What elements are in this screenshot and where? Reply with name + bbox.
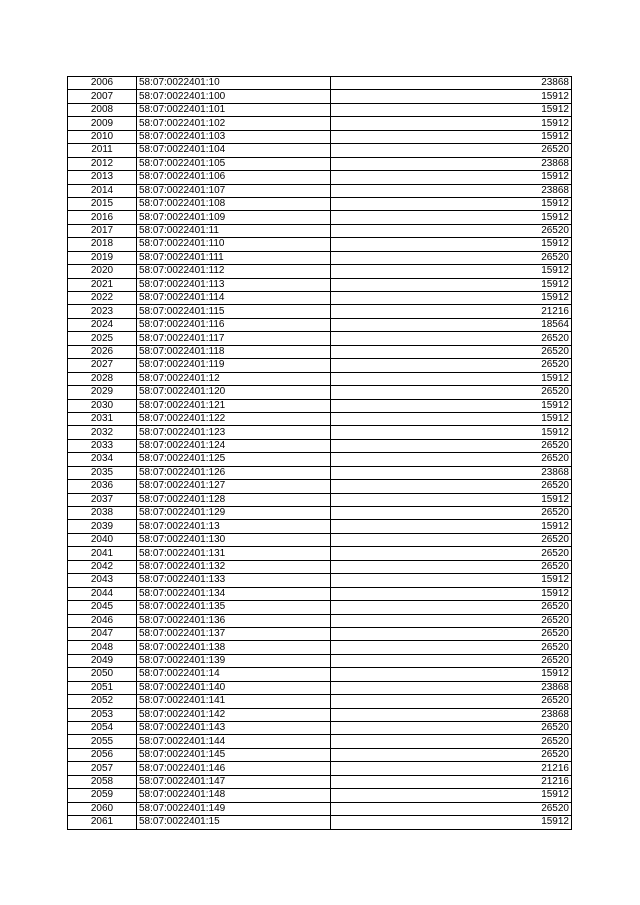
table-row — [68, 722, 572, 735]
value-cell: 26520 — [331, 560, 572, 573]
value-cell: 23868 — [331, 466, 572, 479]
table-row — [68, 157, 572, 170]
table-row — [68, 439, 572, 452]
value-cell: 26520 — [331, 144, 572, 157]
row-number-cell: 2015 — [68, 197, 137, 210]
row-number-cell: 2037 — [68, 493, 137, 506]
table-row — [68, 345, 572, 358]
value-cell: 23868 — [331, 708, 572, 721]
cadastral-number-cell: 58:07:0022401:114 — [137, 292, 331, 305]
cadastral-number-cell: 58:07:0022401:126 — [137, 466, 331, 479]
table-row — [68, 775, 572, 788]
table-row — [68, 130, 572, 143]
cadastral-number-cell: 58:07:0022401:100 — [137, 90, 331, 103]
cadastral-number-cell: 58:07:0022401:136 — [137, 614, 331, 627]
row-number-cell: 2034 — [68, 453, 137, 466]
cadastral-number-cell: 58:07:0022401:147 — [137, 775, 331, 788]
cadastral-number-cell: 58:07:0022401:120 — [137, 386, 331, 399]
table-row — [68, 802, 572, 815]
table-row — [68, 453, 572, 466]
cadastral-number-cell: 58:07:0022401:15 — [137, 816, 331, 829]
row-number-cell: 2051 — [68, 681, 137, 694]
row-number-cell: 2043 — [68, 574, 137, 587]
row-number-cell: 2022 — [68, 292, 137, 305]
row-number-cell: 2024 — [68, 318, 137, 331]
table-row — [68, 735, 572, 748]
cadastral-number-cell: 58:07:0022401:116 — [137, 318, 331, 331]
row-number-cell: 2044 — [68, 587, 137, 600]
value-cell: 26520 — [331, 722, 572, 735]
value-cell: 26520 — [331, 345, 572, 358]
row-number-cell: 2052 — [68, 695, 137, 708]
table-row — [68, 614, 572, 627]
table-row — [68, 762, 572, 775]
row-number-cell: 2031 — [68, 412, 137, 425]
row-number-cell: 2021 — [68, 278, 137, 291]
value-cell: 15912 — [331, 278, 572, 291]
row-number-cell: 2006 — [68, 77, 137, 90]
cadastral-number-cell: 58:07:0022401:122 — [137, 412, 331, 425]
value-cell: 23868 — [331, 77, 572, 90]
cadastral-number-cell: 58:07:0022401:105 — [137, 157, 331, 170]
value-cell: 26520 — [331, 453, 572, 466]
cadastral-number-cell: 58:07:0022401:115 — [137, 305, 331, 318]
table-row — [68, 238, 572, 251]
table-row — [68, 184, 572, 197]
table-row — [68, 426, 572, 439]
value-cell: 15912 — [331, 211, 572, 224]
row-number-cell: 2059 — [68, 789, 137, 802]
value-cell: 15912 — [331, 412, 572, 425]
value-cell: 15912 — [331, 426, 572, 439]
row-number-cell: 2010 — [68, 130, 137, 143]
cadastral-number-cell: 58:07:0022401:134 — [137, 587, 331, 600]
table-row — [68, 305, 572, 318]
cadastral-number-cell: 58:07:0022401:128 — [137, 493, 331, 506]
value-cell: 26520 — [331, 251, 572, 264]
row-number-cell: 2018 — [68, 238, 137, 251]
cadastral-number-cell: 58:07:0022401:119 — [137, 359, 331, 372]
table-row — [68, 708, 572, 721]
value-cell: 26520 — [331, 359, 572, 372]
cadastral-number-cell: 58:07:0022401:127 — [137, 480, 331, 493]
table-row — [68, 816, 572, 829]
cadastral-number-cell: 58:07:0022401:109 — [137, 211, 331, 224]
cadastral-number-cell: 58:07:0022401:142 — [137, 708, 331, 721]
value-cell: 21216 — [331, 305, 572, 318]
value-cell: 15912 — [331, 399, 572, 412]
cadastral-number-cell: 58:07:0022401:110 — [137, 238, 331, 251]
row-number-cell: 2035 — [68, 466, 137, 479]
table-row — [68, 668, 572, 681]
cadastral-number-cell: 58:07:0022401:13 — [137, 520, 331, 533]
row-number-cell: 2007 — [68, 90, 137, 103]
value-cell: 26520 — [331, 748, 572, 761]
table-row — [68, 90, 572, 103]
cadastral-number-cell: 58:07:0022401:121 — [137, 399, 331, 412]
value-cell: 26520 — [331, 627, 572, 640]
row-number-cell: 2041 — [68, 547, 137, 560]
cadastral-number-cell: 58:07:0022401:11 — [137, 224, 331, 237]
row-number-cell: 2040 — [68, 533, 137, 546]
value-cell: 26520 — [331, 695, 572, 708]
value-cell: 15912 — [331, 238, 572, 251]
row-number-cell: 2045 — [68, 601, 137, 614]
row-number-cell: 2023 — [68, 305, 137, 318]
row-number-cell: 2013 — [68, 171, 137, 184]
row-number-cell: 2012 — [68, 157, 137, 170]
cadastral-number-cell: 58:07:0022401:117 — [137, 332, 331, 345]
row-number-cell: 2032 — [68, 426, 137, 439]
table-row — [68, 520, 572, 533]
table-row — [68, 211, 572, 224]
value-cell: 15912 — [331, 574, 572, 587]
row-number-cell: 2008 — [68, 103, 137, 116]
row-number-cell: 2009 — [68, 117, 137, 130]
row-number-cell: 2054 — [68, 722, 137, 735]
table-row — [68, 480, 572, 493]
value-cell: 15912 — [331, 668, 572, 681]
value-cell: 15912 — [331, 130, 572, 143]
row-number-cell: 2027 — [68, 359, 137, 372]
cadastral-number-cell: 58:07:0022401:14 — [137, 668, 331, 681]
value-cell: 26520 — [331, 224, 572, 237]
row-number-cell: 2061 — [68, 816, 137, 829]
table-row — [68, 412, 572, 425]
cadastral-number-cell: 58:07:0022401:118 — [137, 345, 331, 358]
table-row — [68, 547, 572, 560]
cadastral-number-cell: 58:07:0022401:10 — [137, 77, 331, 90]
table-row — [68, 695, 572, 708]
value-cell: 18564 — [331, 318, 572, 331]
value-cell: 23868 — [331, 157, 572, 170]
row-number-cell: 2019 — [68, 251, 137, 264]
value-cell: 15912 — [331, 587, 572, 600]
row-number-cell: 2058 — [68, 775, 137, 788]
value-cell: 15912 — [331, 493, 572, 506]
row-number-cell: 2047 — [68, 627, 137, 640]
cadastral-number-cell: 58:07:0022401:137 — [137, 627, 331, 640]
row-number-cell: 2011 — [68, 144, 137, 157]
cadastral-number-cell: 58:07:0022401:140 — [137, 681, 331, 694]
value-cell: 26520 — [331, 641, 572, 654]
value-cell: 23868 — [331, 681, 572, 694]
value-cell: 15912 — [331, 90, 572, 103]
cadastral-number-cell: 58:07:0022401:107 — [137, 184, 331, 197]
row-number-cell: 2017 — [68, 224, 137, 237]
cadastral-number-cell: 58:07:0022401:111 — [137, 251, 331, 264]
row-number-cell: 2042 — [68, 560, 137, 573]
cadastral-number-cell: 58:07:0022401:131 — [137, 547, 331, 560]
table-row — [68, 507, 572, 520]
table-row — [68, 332, 572, 345]
value-cell: 15912 — [331, 372, 572, 385]
table-row — [68, 641, 572, 654]
cadastral-number-cell: 58:07:0022401:139 — [137, 654, 331, 667]
cadastral-number-cell: 58:07:0022401:148 — [137, 789, 331, 802]
table-row — [68, 399, 572, 412]
table-row — [68, 560, 572, 573]
row-number-cell: 2025 — [68, 332, 137, 345]
value-cell: 15912 — [331, 816, 572, 829]
value-cell: 26520 — [331, 439, 572, 452]
cadastral-number-cell: 58:07:0022401:112 — [137, 265, 331, 278]
table-row — [68, 117, 572, 130]
row-number-cell: 2014 — [68, 184, 137, 197]
cadastral-number-cell: 58:07:0022401:146 — [137, 762, 331, 775]
row-number-cell: 2026 — [68, 345, 137, 358]
table-row — [68, 386, 572, 399]
cadastral-number-cell: 58:07:0022401:135 — [137, 601, 331, 614]
table-row — [68, 748, 572, 761]
row-number-cell: 2033 — [68, 439, 137, 452]
value-cell: 26520 — [331, 507, 572, 520]
cadastral-number-cell: 58:07:0022401:145 — [137, 748, 331, 761]
table-row — [68, 224, 572, 237]
cadastral-number-cell: 58:07:0022401:125 — [137, 453, 331, 466]
value-cell: 21216 — [331, 775, 572, 788]
row-number-cell: 2020 — [68, 265, 137, 278]
table-row — [68, 278, 572, 291]
table-row — [68, 574, 572, 587]
cadastral-value-table — [67, 76, 572, 830]
cadastral-number-cell: 58:07:0022401:149 — [137, 802, 331, 815]
row-number-cell: 2055 — [68, 735, 137, 748]
value-cell: 15912 — [331, 265, 572, 278]
cadastral-number-cell: 58:07:0022401:108 — [137, 197, 331, 210]
table-body — [68, 77, 572, 830]
value-cell: 15912 — [331, 292, 572, 305]
table-row — [68, 359, 572, 372]
cadastral-number-cell: 58:07:0022401:103 — [137, 130, 331, 143]
cadastral-number-cell: 58:07:0022401:141 — [137, 695, 331, 708]
cadastral-number-cell: 58:07:0022401:144 — [137, 735, 331, 748]
value-cell: 15912 — [331, 171, 572, 184]
table-row — [68, 533, 572, 546]
value-cell: 26520 — [331, 735, 572, 748]
row-number-cell: 2060 — [68, 802, 137, 815]
cadastral-number-cell: 58:07:0022401:12 — [137, 372, 331, 385]
table-row — [68, 654, 572, 667]
table-row — [68, 493, 572, 506]
table-row — [68, 466, 572, 479]
row-number-cell: 2038 — [68, 507, 137, 520]
value-cell: 26520 — [331, 533, 572, 546]
row-number-cell: 2056 — [68, 748, 137, 761]
value-cell: 26520 — [331, 614, 572, 627]
cadastral-number-cell: 58:07:0022401:129 — [137, 507, 331, 520]
row-number-cell: 2030 — [68, 399, 137, 412]
table-row — [68, 789, 572, 802]
table-row — [68, 197, 572, 210]
value-cell: 23868 — [331, 184, 572, 197]
value-cell: 26520 — [331, 386, 572, 399]
value-cell: 26520 — [331, 802, 572, 815]
value-cell: 15912 — [331, 197, 572, 210]
cadastral-number-cell: 58:07:0022401:124 — [137, 439, 331, 452]
row-number-cell: 2049 — [68, 654, 137, 667]
row-number-cell: 2028 — [68, 372, 137, 385]
cadastral-number-cell: 58:07:0022401:130 — [137, 533, 331, 546]
row-number-cell: 2029 — [68, 386, 137, 399]
cadastral-number-cell: 58:07:0022401:102 — [137, 117, 331, 130]
table-row — [68, 627, 572, 640]
table-row — [68, 372, 572, 385]
table-row — [68, 103, 572, 116]
value-cell: 21216 — [331, 762, 572, 775]
row-number-cell: 2036 — [68, 480, 137, 493]
table-row — [68, 318, 572, 331]
table-row — [68, 292, 572, 305]
value-cell: 15912 — [331, 103, 572, 116]
cadastral-number-cell: 58:07:0022401:123 — [137, 426, 331, 439]
table-row — [68, 681, 572, 694]
cadastral-number-cell: 58:07:0022401:133 — [137, 574, 331, 587]
value-cell: 15912 — [331, 520, 572, 533]
table-row — [68, 77, 572, 90]
cadastral-number-cell: 58:07:0022401:132 — [137, 560, 331, 573]
table-row — [68, 265, 572, 278]
cadastral-number-cell: 58:07:0022401:101 — [137, 103, 331, 116]
row-number-cell: 2046 — [68, 614, 137, 627]
value-cell: 26520 — [331, 547, 572, 560]
value-cell: 15912 — [331, 789, 572, 802]
value-cell: 15912 — [331, 117, 572, 130]
value-cell: 26520 — [331, 654, 572, 667]
row-number-cell: 2053 — [68, 708, 137, 721]
row-number-cell: 2057 — [68, 762, 137, 775]
value-cell: 26520 — [331, 480, 572, 493]
row-number-cell: 2039 — [68, 520, 137, 533]
row-number-cell: 2016 — [68, 211, 137, 224]
cadastral-number-cell: 58:07:0022401:104 — [137, 144, 331, 157]
table-row — [68, 251, 572, 264]
cadastral-number-cell: 58:07:0022401:138 — [137, 641, 331, 654]
cadastral-number-cell: 58:07:0022401:143 — [137, 722, 331, 735]
table-row — [68, 601, 572, 614]
cadastral-number-cell: 58:07:0022401:113 — [137, 278, 331, 291]
table-row — [68, 587, 572, 600]
table-row — [68, 171, 572, 184]
row-number-cell: 2050 — [68, 668, 137, 681]
value-cell: 26520 — [331, 332, 572, 345]
value-cell: 26520 — [331, 601, 572, 614]
table-row — [68, 144, 572, 157]
row-number-cell: 2048 — [68, 641, 137, 654]
cadastral-number-cell: 58:07:0022401:106 — [137, 171, 331, 184]
